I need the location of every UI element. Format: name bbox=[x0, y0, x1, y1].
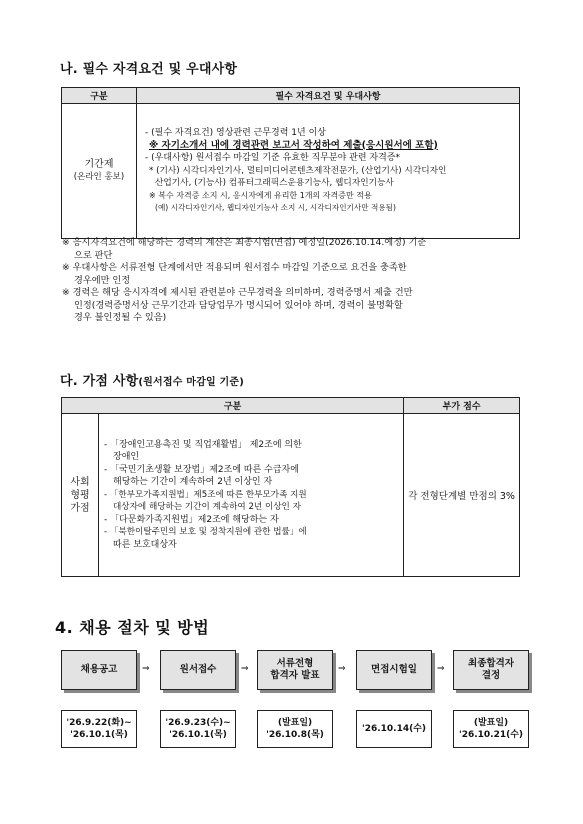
bonus-criteria-cell bbox=[99, 414, 404, 577]
section-title-process: 4. 채용 절차 및 방법 bbox=[55, 618, 210, 637]
arrow-right-icon: ⇒ bbox=[142, 664, 150, 674]
note-line: ※ 응시자격요건에 해당하는 경력의 계산은 최종시험(면접) 예정일(2026.10.14.예정) 기준 bbox=[62, 237, 427, 248]
row-label: 사회 bbox=[70, 476, 90, 488]
section-title-text: 다. 가점 사항 bbox=[60, 374, 139, 389]
bonus-score-cell: 각 전형단계별 만점의 3% bbox=[404, 414, 520, 577]
requirement-note: ※ 자기소개서 내에 경력관련 보고서 작성하여 제출(응시원서에 포함) bbox=[149, 139, 438, 151]
criteria-line: - 「다문화가족지원법」제2조에 해당하는 자 bbox=[104, 514, 279, 525]
qualifications-table bbox=[61, 87, 520, 239]
requirement-line: * (기사) 시각디자인기사, 멀티미디어콘텐츠제작전문가, (산업기사) 시각디자인 bbox=[149, 165, 447, 176]
arrow-right-icon: ⇒ bbox=[437, 664, 445, 674]
section-title-suffix: (원서접수 마감일 기준) bbox=[138, 377, 245, 388]
requirement-line: (예) 시각디자인기사, 웹디자인기능사 소지 시, 시각디자인기사만 적용됨) bbox=[155, 203, 396, 213]
row-label: 형평 bbox=[70, 489, 90, 501]
note-line: ※ 우대사항은 서류전형 단계에서만 적용되며 원서접수 마감일 기준으로 요건을 충족한 bbox=[62, 262, 407, 273]
section-title-bonus bbox=[60, 370, 244, 389]
note-line: 인정(경력증명서상 근무기간과 담당업무가 명시되어 있어야 하며, 경력이 불명확할 bbox=[74, 299, 403, 311]
row-label: 가점 bbox=[70, 502, 90, 514]
step-box: 채용공고 bbox=[61, 650, 137, 690]
criteria-line: 따른 보호대상자 bbox=[113, 539, 177, 550]
criteria-line: - 「북한이탈주민의 보호 및 정착지원에 관한 법률」에 bbox=[104, 527, 307, 538]
arrow-right-icon: ⇒ bbox=[338, 664, 346, 674]
step-box: 최종합격자 결정 bbox=[453, 650, 529, 690]
row-label: 기간제 bbox=[84, 159, 114, 170]
table-header: 구분 bbox=[62, 398, 404, 414]
arrow-right-icon: ⇒ bbox=[241, 664, 249, 674]
step-date-box: '26.9.23(수)~ '26.10.1(목) bbox=[160, 710, 236, 748]
step-date-box: (발표일) '26.10.8(목) bbox=[257, 710, 333, 748]
note-line: ※ 경력은 해당 응시자격에 제시된 관련분야 근무경력을 의미하며, 경력증명서 제출 건만 bbox=[62, 287, 413, 298]
section-title-qualifications: 나. 필수 자격요건 및 우대사항 bbox=[60, 62, 238, 77]
note-line: 경우 불인정될 수 있음) bbox=[74, 312, 167, 323]
bonus-table bbox=[61, 397, 520, 577]
criteria-line: 장애인 bbox=[113, 452, 140, 463]
step-box: 원서접수 bbox=[160, 650, 236, 690]
table-header: 부가 점수 bbox=[404, 398, 520, 414]
row-label-cell bbox=[62, 414, 99, 577]
step-date-box: '26.10.14(수) bbox=[356, 710, 432, 748]
criteria-line: - 「한부모가족지원법」제5조에 따른 한부모가족 지원 bbox=[104, 489, 307, 500]
requirements-cell bbox=[137, 104, 520, 239]
criteria-line: - 「장애인고용촉진 및 직업재활법」 제2조에 의한 bbox=[104, 439, 302, 450]
table-header: 필수 자격요건 및 우대사항 bbox=[137, 88, 520, 104]
requirement-line: 산업기사, (기능사) 컴퓨터그래픽스운용기능사, 웹디자인기능사 bbox=[155, 178, 394, 189]
notes-block bbox=[62, 237, 426, 325]
row-sublabel: (온라인 홍보) bbox=[73, 172, 125, 182]
note-line: 으로 판단 bbox=[74, 249, 113, 261]
step-box: 서류전형 합격자 발표 bbox=[257, 650, 333, 690]
requirement-line: ※ 복수 자격증 소지 시, 응시자에게 유리한 1개의 자격증만 적용 bbox=[149, 190, 372, 200]
table-header: 구분 bbox=[62, 88, 137, 104]
requirement-line: - (필수 자격요건) 영상관련 근무경력 1년 이상 bbox=[145, 128, 326, 139]
requirement-line: - (우대사항) 원서접수 마감일 기준 유효한 직무분야 관련 자격증* bbox=[145, 153, 401, 164]
step-box: 면접시험일 bbox=[356, 650, 432, 690]
criteria-line: - 「국민기초생활 보장법」제2조에 따른 수급자에 bbox=[104, 464, 299, 475]
criteria-line: 대상자에 해당하는 기간이 계속하여 2년 이상인 자 bbox=[113, 502, 301, 513]
row-label-cell bbox=[62, 104, 137, 239]
step-date-box: '26.9.22(화)~ '26.10.1(목) bbox=[61, 710, 137, 748]
note-line: 경우에만 인정 bbox=[74, 274, 131, 286]
step-date-box: (발표일) '26.10.21(수) bbox=[453, 710, 529, 748]
criteria-line: 해당하는 기간이 계속하여 2년 이상인 자 bbox=[113, 477, 273, 488]
